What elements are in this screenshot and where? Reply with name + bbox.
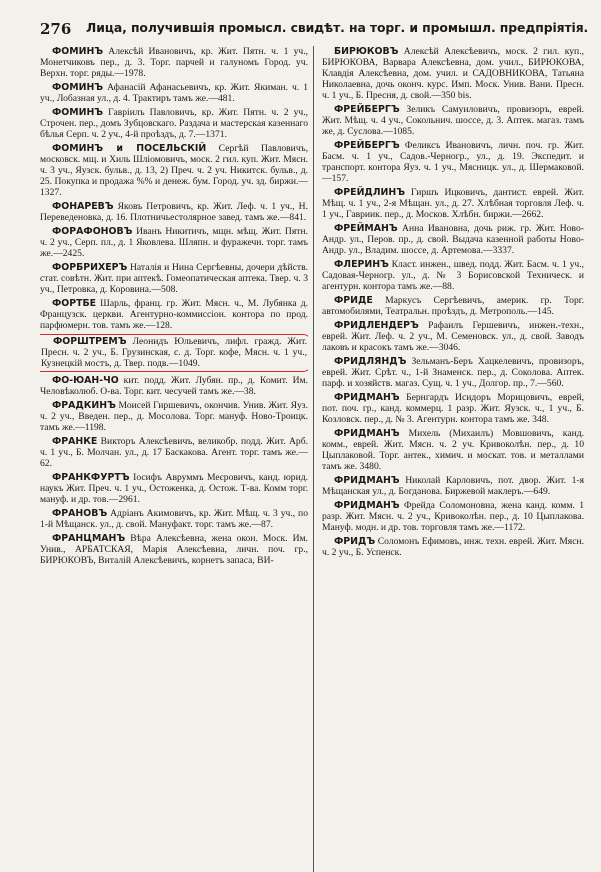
entry-surname: ФЛЕРИНЪ	[334, 259, 389, 270]
directory-entry	[322, 475, 584, 497]
entry-text: Гиршъ Ицковичъ, дантист. еврей. Жит. Мѣщ. ч. 1 уч., 2-я Мѣщан. ул., д. 27. Хлѣбная торговля Леф. ч. 1 уч., Гавриик. пер., д. Москов. Хлѣбн. биржи.—2662.	[322, 187, 584, 220]
directory-entry	[322, 140, 584, 184]
directory-entry	[322, 356, 584, 389]
page-header	[0, 0, 601, 40]
entry-text: Фрейда Соломоновна, жена канд. комм. 1 разр. Жит. Мясн. ч. 2 уч., Кривоколѣн. пер., д. 10 Цыплакова. Мануф. модн. и др. тов. торговля тамъ же.—1172.	[322, 500, 584, 533]
entry-surname: ФРИДЛЯНДЪ	[334, 356, 407, 367]
directory-entry	[322, 46, 584, 101]
entry-surname: ФРИДЕ	[334, 295, 373, 306]
entry-surname: ФОРБРИХЕРЪ	[52, 262, 128, 273]
entry-surname: ФРЕЙДЛИНЪ	[334, 187, 406, 198]
entry-surname: ФО-ЮАН-ЧО	[52, 375, 119, 386]
entry-text: Алексѣй Ивановичъ, кр. Жит. Пятн. ч. 1 уч., Монетчиковъ пер., д. 3. Торг. парчей и галуномъ Город. уч. Верхн. торг. ряды.—1978.	[40, 46, 308, 79]
directory-entry	[40, 375, 308, 397]
entry-surname: ФОНАРЕВЪ	[52, 201, 114, 212]
entry-text: Феликсъ Ивановичъ, личн. поч. гр. Жит. Басм. ч. 1 уч., Садов.-Черногр., ул., д. 19. Экспедит. и транспорт. контора Яуз. ч. 1 уч., Мясницк. ул., д. Шермаковой.—157.	[322, 140, 584, 184]
directory-entry	[40, 298, 308, 331]
entry-surname: ФРЕЙБЕРГЪ	[334, 104, 400, 115]
entry-text: Бернгардъ Исидоръ Морицовичъ, еврей, пот. поч. гр., канд. коммерц. 1 разр. Жит. Яузск. ч., 1 уч., Б. Козловск. пер., д. № 3. Агентурн. контора тамъ же. 348.	[322, 392, 584, 425]
entry-surname: ФРИДМАНЪ	[334, 392, 400, 403]
directory-entry	[40, 262, 308, 295]
directory-entry	[322, 223, 584, 256]
directory-entry	[40, 508, 308, 530]
entry-surname: ФРИДЛЕНДЕРЪ	[334, 320, 419, 331]
entry-surname: ФРИДЪ	[334, 536, 376, 547]
directory-entry	[40, 46, 308, 79]
entry-text: Михель (Михаилъ) Мовшовичъ, канд. комм., еврей. Жит. Мясн. ч. 2 уч. Кривоколѣн. пер., д. 10 Цыплаковой. Торг. антек., химич. и москат. тов. и металлами тамъ же. 3480.	[322, 428, 584, 472]
entry-text: Адріанъ Акимовичъ, кр. Жит. Мѣщ. ч. 3 уч., по 1-й Мѣщанск. ул., д. свой. Мануфакт. торг. тамъ же.—87.	[40, 508, 308, 530]
entry-text: Леонидъ Юльевичъ, лифл. гражд. Жит. Пресн. ч. 2 уч., Б. Грузинская, с. д. Торг. кофе, Мясн. ч. 1 уч., Кузнецкій мостъ, д. Твер. подв.—1049.	[41, 336, 307, 369]
entry-text: Моисей Гиршевичъ, окончив. Унив. Жит. Яуз. ч. 2 уч., Введен. пер., д. Мосолова. Торг. мануф. Ново-Троицк. тамъ же.—1198.	[40, 400, 308, 433]
entry-text: Шарль, франц. гр. Жит. Мясн. ч., М. Лубянка д. Французск. церкви. Агентурно-коммиссіон. контора по прод. парфюмерн. тов. тамъ же.—128.	[40, 298, 308, 331]
directory-entry	[40, 533, 308, 566]
entry-text: Маркусъ Сергѣевичъ, америк. гр. Торг. автомобилями, Театральн. проѣздъ, д. Метрополь.—145.	[322, 295, 584, 317]
entry-surname: ФОМИНЪ	[52, 46, 104, 57]
directory-entry	[40, 226, 308, 259]
directory-entry	[40, 201, 308, 223]
entry-surname: ФРАДКИНЪ	[52, 400, 116, 411]
entry-surname: ФОМИНЪ и ПОСЕЛЬСКІЙ	[52, 143, 207, 154]
left-column	[40, 46, 308, 872]
entry-surname: ФРИДМАНЪ	[334, 500, 400, 511]
entry-text: кит. подд. Жит. Лубян. пр., д. Комит. Им. Человѣколюб. О-ва. Торг. кит. чесучей тамъ же.—38.	[40, 375, 308, 397]
entry-text: Николай Карловичъ, пот. двор. Жит. 1-я Мѣщанская ул., д. Богданова. Биржевой маклеръ.—649.	[322, 475, 584, 497]
entry-surname: БИРЮКОВЪ	[334, 46, 399, 57]
entry-text: Класт. инжен., швед. подд. Жит. Басм. ч. 1 уч., Садовая-Черногр. ул., д. № 3 Борисовской Техническ. и агентурн. контора тамъ же.—88.	[322, 259, 584, 292]
entry-surname: ФРИДМАНЪ	[334, 475, 400, 486]
highlighted-directory-entry	[40, 334, 308, 372]
entry-surname: ФРАНКЕ	[52, 436, 98, 447]
entry-text: Афанасій Афанасьевичъ, кр. Жит. Якиман. ч. 1 уч., Лобазная ул., д. 4. Трактиръ тамъ же.—481.	[40, 82, 308, 104]
entry-surname: ФРИДМАНЪ	[334, 428, 400, 439]
entry-text: Зельманъ-Беръ Хацкелевичъ, провизоръ, еврей. Жит. Срѣт. ч., 1-й Знаменск. пер., д. Соколова. Аптек. парф. и хозяйств. магаз. Сущ. ч. 1 уч., Долгор. пр., 7.—560.	[322, 356, 584, 389]
entry-text: Іосифъ Авруммъ Меєровичъ, канд. юрид. наукъ Жит. Преч. ч. 1 уч., Остоженка, д. Остож. Т-ва. Комм торг. мануф. и др. тов.—2961.	[40, 472, 308, 505]
directory-entry	[322, 295, 584, 317]
entry-text: Рафаилъ Гершевичъ, инжен.-техн., еврей. Жит. Леф. ч. 2 уч., М. Семеновск. ул., д. свой. Заводъ лаковъ и красокъ тамъ же.—3046.	[322, 320, 584, 353]
entry-text: Соломонъ Ефимовъ, инж. техн. еврей. Жит. Мясн. ч. 2 уч., Б. Успенск.	[322, 536, 584, 558]
entry-surname: ФОРАФОНОВЪ	[52, 226, 133, 237]
entry-text: Иванъ Никитичъ, мщн. мѣщ. Жит. Пятн. ч. 2 уч., Серп. пл., д. 1 Яковлева. Шляпн. и фуражечн. торг. тамъ же.—2425.	[40, 226, 308, 259]
directory-entry	[40, 400, 308, 433]
entry-text: Зеликъ Самуиловичъ, провизоръ, еврей. Жит. Мѣщ. ч. 4 уч., Сокольнич. шоссе, д. 3. Аптек. магаз. тамъ же, д. Суслова.—1085.	[322, 104, 584, 137]
directory-entry	[322, 104, 584, 137]
directory-entry	[322, 259, 584, 292]
directory-entry	[40, 472, 308, 505]
entry-text: Гавріилъ Павловичъ, кр. Жит. Пятн. ч. 2 уч., Строчен. пер., домъ Зубцовскаго. Раздача и мастерская казеннаго бѣлья Серп. ч. 2 уч., 4-й проѣздъ, д. 7.—1371.	[40, 107, 308, 140]
directory-entry	[322, 187, 584, 220]
column-divider	[313, 46, 314, 872]
entry-text: Вѣра Алексѣевна, жена окон. Моск. Им. Унив., АРБАТСКАЯ, Марія Алексѣевна, личн. поч. гр., БИРЮКОВЪ, Виталій Алексѣевичъ, корнетъ запаса, ВИ-	[40, 533, 308, 566]
directory-entry	[40, 82, 308, 104]
entry-surname: ФРАНЦМАНЪ	[52, 533, 126, 544]
right-column	[322, 46, 584, 872]
page-title: Лица, получившія промысл. свидѣт. на торг. и промышл. предпріятія.	[86, 20, 589, 35]
entry-text: Яковъ Петровичъ, кр. Жит. Леф. ч. 1 уч., Н. Переведеновка, д. 16. Плотничьестолярное завед. тамъ же.—841.	[40, 201, 308, 223]
directory-entry	[322, 392, 584, 425]
entry-surname: ФРАНОВЪ	[52, 508, 108, 519]
directory-entry	[40, 436, 308, 469]
entry-text: Викторъ Алексѣевичъ, великобр. подд. Жит. Арб. ч. 1 уч., Б. Молчан. ул., д. 17 Баскакова. Агент. торг. тамъ же.—62.	[40, 436, 308, 469]
directory-entry	[40, 107, 308, 140]
directory-entry	[322, 320, 584, 353]
entry-text: Наталія и Нина Сергѣевны, дочери дѣйств. стат. совѣтн. Жит. при аптекѣ. Гомеопатическая аптека. Твер. ч. 3 уч., Петровка, д. Коровина.—508.	[40, 262, 308, 295]
entry-surname: ФРЕЙМАНЪ	[334, 223, 398, 234]
entry-surname: ФОРШТРЕМЪ	[53, 336, 127, 347]
entry-surname: ФОРТБЕ	[52, 298, 97, 309]
entry-text: Сергѣй Павловичъ, московск. мщ. и Хиль Шліомовичъ, моск. 2 гил. куп. Жит. Мясн. ч. 3 уч., Яузск. бульв., д. 13, 2) Преч. ч. 2 уч. Никитск. бульв., д. 25. Покупка и продажа %% и денеж. бум. Город. уч. зд. биржи.—1327.	[40, 143, 308, 198]
entry-surname: ФРЕЙБЕРГЪ	[334, 140, 400, 151]
entry-surname: ФРАНКФУРТЪ	[52, 472, 130, 483]
directory-entry	[322, 536, 584, 558]
directory-entry	[322, 428, 584, 472]
directory-entry	[322, 500, 584, 533]
entry-text: Алексѣй Алексѣевичъ, моск. 2 гил. куп., БИРЮКОВА, Варвара Алексѣевна, дом. учил., БИРЮКОВА, Клавдія Алексѣевна, дом. учил. и САДОВНИКОВА, Татьяна Николаевна, дочь оконч. курс. Имп. Моск. Унив. Вани. Пресн. ч. 1 уч., Б. Пресня, д. свой.—350 bis.	[322, 46, 584, 101]
entry-surname: ФОМИНЪ	[52, 82, 104, 93]
entry-text: Анна Ивановна, дочь риж. гр. Жит. Ново-Андр. ул., Перов. пр., д. свой. Выдача казенной работы Ново-Андр. ул., Владим. шоссе, д. Артемова.—3337.	[322, 223, 584, 256]
entry-surname: ФОМИНЪ	[52, 107, 104, 118]
directory-entry	[40, 143, 308, 198]
page-number: 276	[40, 20, 72, 38]
